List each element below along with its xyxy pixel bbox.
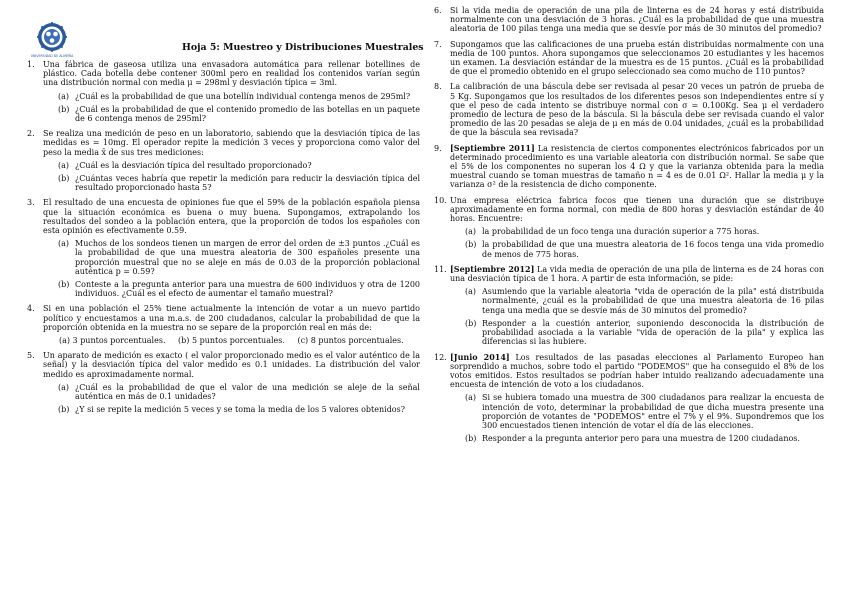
- subquestion-text: Muchos de los sondeos tienen un margen de error del orden de ±3 puntos .¿Cuál es la probabilidad de que una muestra aleatoria de 300 españoles presente una proporción muestral que no se aleje en más de 0.03 de la proporción poblacional auténtica p = 0.59?: [75, 239, 420, 276]
- subquestion: [43, 405, 420, 414]
- problem-text: Si en una población el 25% tiene actualmente la intención de votar a un nuevo partido político y encuestamos a una m.a.s. de 200 ciudadanos, calcular la probabilidad de que la proporción obtenida en la muestra no se separe de la proporción real en más de:: [43, 304, 420, 332]
- subquestion-label: (a): [58, 160, 70, 170]
- subquestion-label: (a): [58, 91, 70, 101]
- problem-11: [434, 265, 824, 347]
- problem-number: 1.: [27, 60, 35, 69]
- problem-text: Un aparato de medición es exacto ( el valor proporcionado medio es el valor auténtico de la señal) y la desviación típica del valor medido es 0.1 unidades. La distribución del valor medido es aproximadamente normal.: [43, 351, 420, 379]
- left-column: [27, 0, 424, 421]
- subquestion: [450, 240, 824, 258]
- subquestion-text: la probabilidad de que una muestra aleatoria de 16 focos tenga una vida promedio de menos de 775 horas.: [482, 240, 824, 259]
- problem-number: 3.: [27, 198, 35, 208]
- option-c: (c) 8 puntos porcentuales.: [297, 336, 404, 346]
- right-column: [434, 6, 824, 449]
- problem-text: Supongamos que las calificaciones de una prueba están distribuidas normalmente con una media de 100 puntos. Ahora supongamos que seleccionamos 20 estudiantes y les hacemos un examen. La desviación estándar de la muestra es de 15 puntos. ¿Cuál es la probabilidad de que el promedio obtenido en el grupo seleccionado sea como mucho de 110 puntos?: [450, 39, 824, 77]
- option-a: (a) 3 puntos porcentuales.: [59, 336, 166, 346]
- problem-body: Los resultados de las pasadas elecciones al Parlamento Europeo han sorprendido a muchos, sobre todo el partido "PODEMOS" que ha conseguido el 8% de los votos emitidos. Estos resultados se podrían haber intuido realizando adecuadamente una encuesta de intención de voto a los ciudadanos.: [450, 352, 824, 390]
- problem-2: [27, 129, 420, 192]
- problem-text: Una fábrica de gaseosa utiliza una envasadora automática para rellenar botellines de plástico. Cada botella debe contener 300ml pero en realidad los contenidos varían según una distribución normal con media μ = 298ml y desviación típica = 3ml.: [43, 60, 420, 88]
- subquestion-text: Conteste a la pregunta anterior para una muestra de 600 individuos y otra de 1200 individuos. ¿Cuál es el efecto de aumentar el tamaño muestral?: [75, 280, 420, 299]
- subquestion-label: (b): [465, 434, 477, 444]
- subquestion-text: ¿Cuál es la probabilidad de que el valor de una medición se aleje de la señal auténtica en más de 0.1 unidades?: [75, 382, 420, 402]
- subquestion-text: Responder a la cuestión anterior, suponiendo desconocida la distribución de probabilidad asociada a la variable "vida de operación de la pila" y explica las diferencias si las hubiere.: [482, 318, 824, 347]
- subquestion: [43, 174, 420, 192]
- problem-5: [27, 351, 420, 414]
- exam-tag: [Septiembre 2012]: [450, 263, 535, 274]
- problem-number: 7.: [434, 39, 442, 49]
- subquestion: [450, 319, 824, 347]
- subquestion-text: ¿Cuál es la desviación típica del resultado proporcionado?: [75, 160, 312, 170]
- subquestion: [450, 287, 824, 315]
- subquestion: [43, 383, 420, 401]
- problem-number: 12.: [434, 352, 447, 362]
- subquestion: [450, 393, 824, 430]
- problem-3: [27, 198, 420, 298]
- subquestion: [450, 434, 824, 443]
- problem-12: [434, 353, 824, 444]
- subquestion-text: ¿Y si se repite la medición 5 veces y se toma la media de los 5 valores obtenidos?: [75, 405, 406, 415]
- problem-text: La calibración de una báscula debe ser revisada al pesar 20 veces un patrón de prueba de 5 Kg. Supongamos que los resultados de los diferentes pesos son independientes entre sí y que el peso de cada intento se distribuye normal con σ = 0.100Kg. Sea μ el verdadero promedio de lectura de peso de la báscula. Si la báscula debe ser revisada cuando el valor promedio de las 20 pesadas se aleja de μ en más de 0.04 unidades, ¿cuál es la probabilidad de que la báscula sea revisada?: [450, 82, 824, 138]
- answer-options: [43, 336, 420, 345]
- problem-number: 11.: [434, 264, 447, 274]
- subquestion-label: (b): [465, 240, 477, 250]
- problem-text: Una empresa eléctrica fabrica focos que tienen una duración que se distribuye aproximadamente en forma normal, con media de 800 horas y desviación estándar de 40 horas. Encuentre:: [450, 195, 824, 224]
- university-logo-icon: [30, 22, 74, 62]
- logo-text: UNIVERSIDAD DE ALMERÍA: [30, 54, 74, 58]
- subquestion-label: (a): [465, 287, 477, 297]
- subquestion-label: (b): [58, 174, 70, 184]
- subquestion-label: (b): [58, 280, 70, 290]
- subquestion-text: ¿Cuál es la probabilidad de que una botellín individual contenga menos de 295ml?: [75, 91, 411, 101]
- problem-text: El resultado de una encuesta de opiniones fue que el 59% de la población española piensa que la situación económica es buena o muy buena. Supongamos, extrapolando los resultados del sondeo a la población entera, que la proporción de todos los españoles con esta opinión es efectivamente 0.59.: [43, 198, 420, 236]
- subquestion: [43, 280, 420, 298]
- subquestion: [43, 239, 420, 276]
- problem-number: 9.: [434, 143, 442, 153]
- subquestion-text: Responder a la pregunta anterior pero para una muestra de 1200 ciudadanos.: [482, 434, 800, 444]
- subquestion-text: Asumiendo que la variable aleatoria "vida de operación de la pila" está distribuida normalmente, ¿cuál es la probabilidad de que una muestra aleatoria de 16 pilas tenga una media que se desvíe más de 30 minutos del promedio?: [482, 287, 824, 315]
- problem-9: [434, 144, 824, 190]
- problem-number: 10.: [434, 195, 447, 205]
- problem-1: [27, 60, 420, 123]
- problem-4: [27, 304, 420, 345]
- subquestion-label: (a): [58, 239, 70, 249]
- page-header: [27, 0, 424, 60]
- option-b: (b) 5 puntos porcentuales.: [178, 336, 285, 346]
- problem-7: [434, 40, 824, 77]
- problem-text: [450, 353, 824, 390]
- subquestion-label: (b): [465, 318, 477, 328]
- problem-number: 2.: [27, 129, 35, 139]
- problem-text: [450, 265, 824, 283]
- page-title: Hoja 5: Muestreo y Distribuciones Muestrales: [182, 42, 424, 53]
- subquestion: [43, 92, 420, 101]
- problem-8: [434, 82, 824, 137]
- subquestion-label: (a): [465, 227, 477, 237]
- exam-tag: [Septiembre 2011]: [450, 142, 535, 153]
- subquestion: [450, 227, 824, 236]
- subquestion-label: (a): [465, 393, 477, 403]
- problem-text: Si la vida media de operación de una pila de linterna es de 24 horas y está distribuida normalmente con una desviación de 3 horas. ¿Cuál es la probabilidad de que una muestra aleatoria de 100 pilas tenga una media que se desvíe por más de 30 minutos del promedio?: [450, 6, 824, 34]
- problem-body: La resistencia de ciertos componentes electrónicos fabricados por un determinado procedimiento es una variable aleatoria con distribución normal. Se sabe que el 5% de los componentes no superan los 4 Ω y que la varianza obtenida para la media muestral cuando se toman muestras de tamaño n = 4 es de 0.01 Ω². Hallar la media μ y la varianza σ² de la resistencia de dicho componente.: [450, 143, 824, 190]
- problem-text: [450, 144, 824, 190]
- subquestion-text: ¿Cuántas veces habría que repetir la medición para reducir la desviación típica del resultado proporcionado hasta 5?: [75, 174, 420, 193]
- subquestion: [43, 105, 420, 123]
- subquestion-label: (a): [58, 382, 70, 392]
- problem-number: 8.: [434, 82, 442, 92]
- problem-number: 5.: [27, 351, 35, 361]
- problem-body: La vida media de operación de una pila de linterna es de 24 horas con una desviación típica de 1 hora. A partir de esta información, se pide:: [450, 264, 824, 284]
- problem-text: Se realiza una medición de peso en un laboratorio, sabiendo que la desviación típica de las medidas es = 10mg. El operador repite la medición 3 veces y proporciona como valor del peso la media x̄ de sus tres mediciones:: [43, 129, 420, 157]
- exam-tag: [Junio 2014]: [450, 351, 510, 362]
- subquestion-text: ¿Cuál es la probabilidad de que el contenido promedio de las botellas en un paquete de 6 contenga menos de 295ml?: [75, 104, 420, 124]
- subquestion: [43, 161, 420, 170]
- subquestion-label: (b): [58, 104, 70, 114]
- subquestion-label: (b): [58, 405, 70, 415]
- problem-6: [434, 6, 824, 34]
- subquestion-text: la probabilidad de un foco tenga una duración superior a 775 horas.: [482, 227, 760, 237]
- problem-number: 4.: [27, 304, 35, 314]
- problem-number: 6.: [434, 6, 442, 15]
- subquestion-text: Si se hubiera tomado una muestra de 300 ciudadanos para realizar la encuesta de intención de voto, determinar la probabilidad de que dicha muestra presente una proporción de votantes de "PODEMOS" entre el 7% y el 9%. Supondremos que los 300 encuestados tienen intención de votar el día de las elecciones.: [482, 393, 824, 430]
- problem-10: [434, 196, 824, 259]
